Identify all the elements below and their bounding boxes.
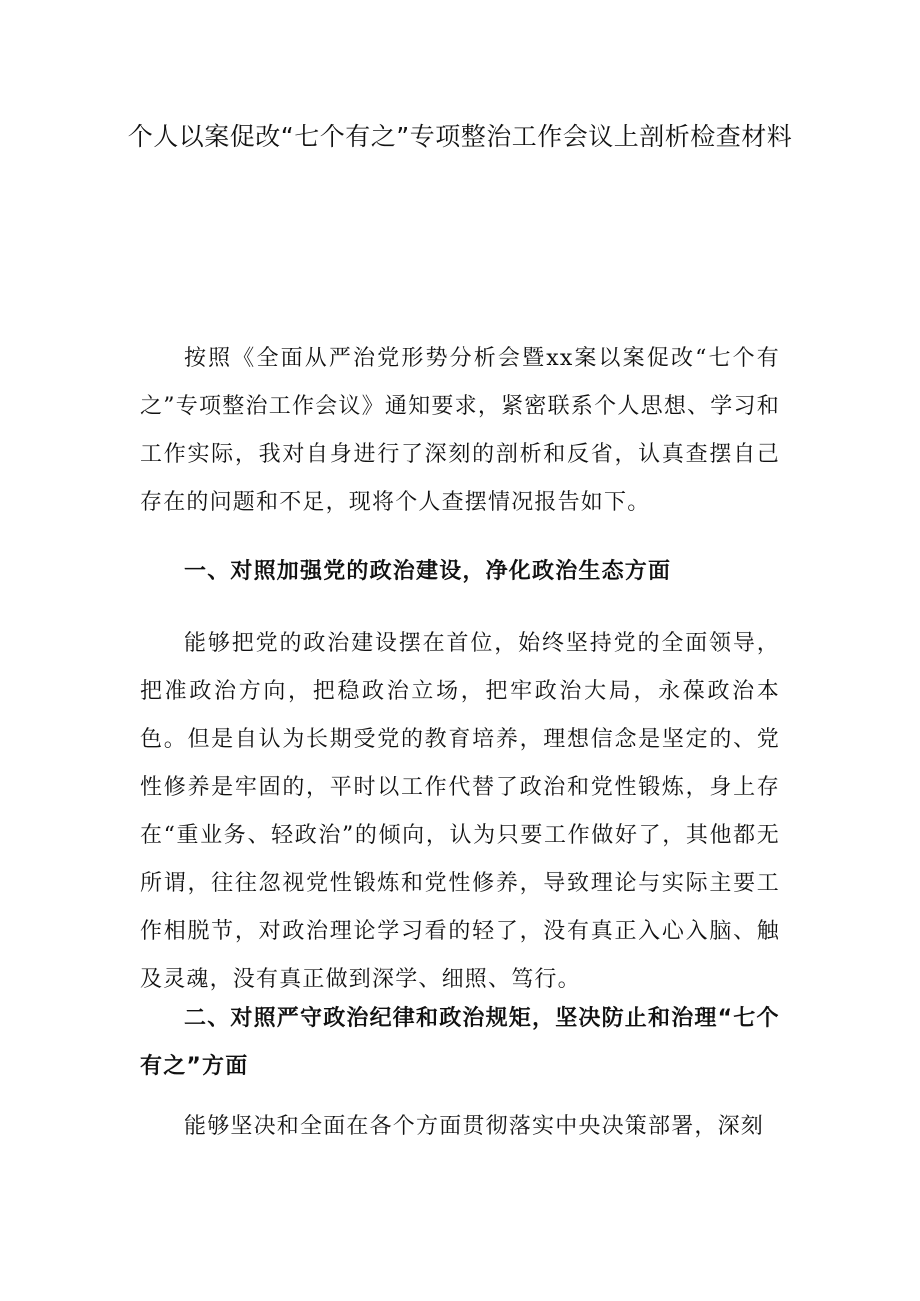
- section-1-body: 能够把党的政治建设摆在首位，始终坚持党的全面领导，把准政治方向，把稳政治立场，把牢政治大局，永葆政治本色。但是自认为长期受党的教育培养，理想信念是坚定的、党性修养是牢固的，平时以工作代替了政治和党性锻炼，身上存在“重业务、轻政治”的倾向，认为只要工作做好了，其他都无所谓，往往忽视党性锻炼和党性修养，导致理论与实际主要工作相脱节，对政治理论学习看的轻了，没有真正入心入脑、触及灵魂，没有真正做到深学、细照、笃行。: [140, 631, 780, 992]
- section-2-body: 能够坚决和全面在各个方面贯彻落实中央决策部署，深刻: [184, 1114, 765, 1139]
- document-title: 个人以案促改“七个有之”专项整治工作会议上剖析检查材料: [127, 122, 793, 151]
- intro-paragraph: 按照《全面从严治党形势分析会暨xx案以案促改“七个有之”专项整治工作会议》通知要求，紧密联系个人思想、学习和工作实际，我对自身进行了深刻的剖析和反省，认真查摆自己存在的问题和不足，现将个人查摆情况报告如下。: [140, 346, 780, 515]
- section-1-heading: 一、对照加强党的政治建设，净化政治生态方面: [184, 559, 672, 584]
- section-2-heading: 二、对照严守政治纪律和政治规矩，坚决防止和治理“七个有之”方面: [140, 1006, 780, 1079]
